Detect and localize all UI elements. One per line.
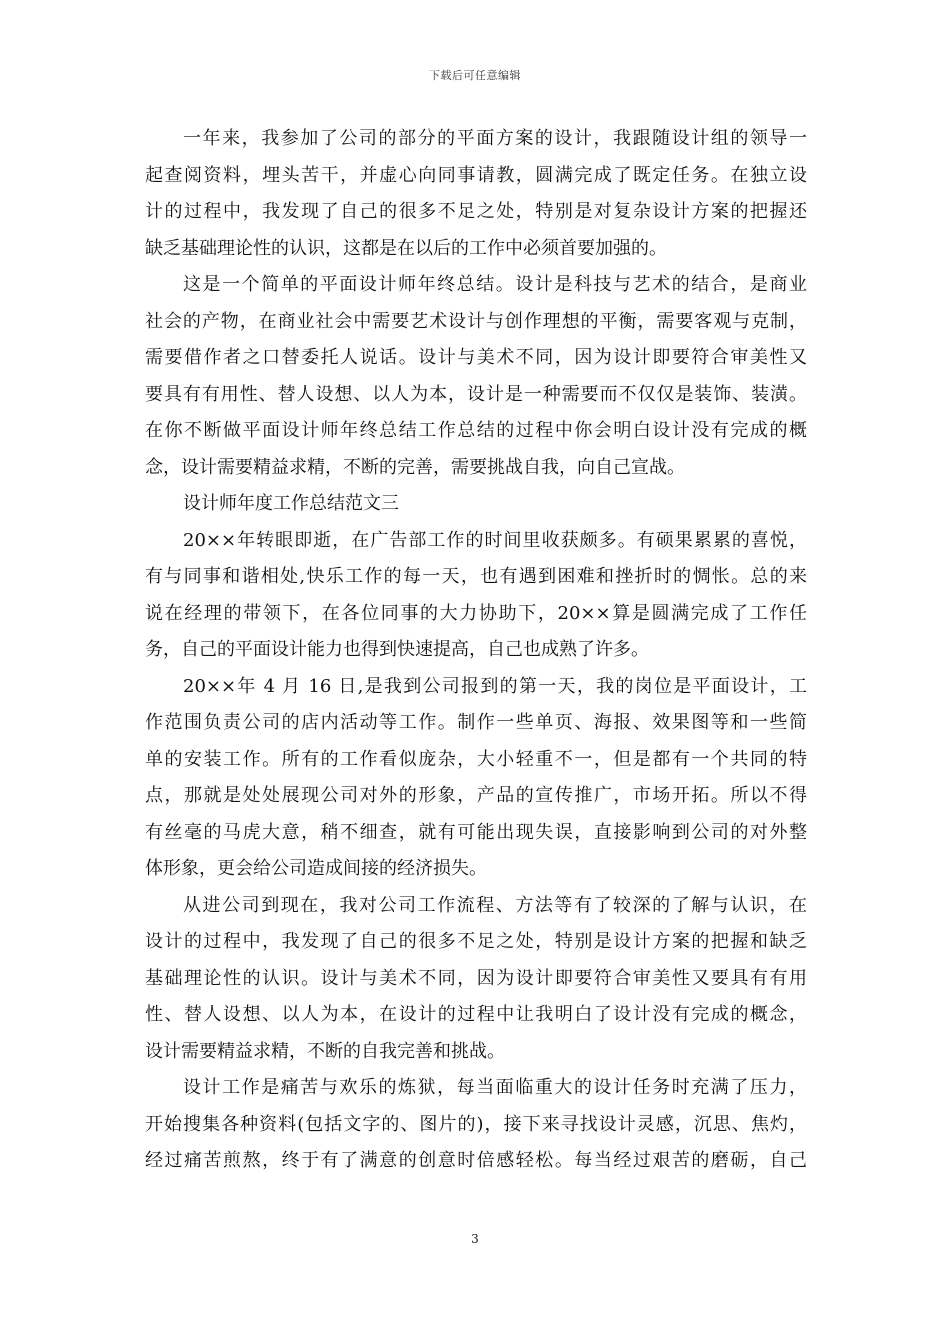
text-line: 设计需要精益求精，不断的自我完善和挑战。 — [145, 1040, 505, 1062]
text-line: 基础理论性的认识。设计与美术不同，因为设计即要符合审美性又要具有有用 — [145, 967, 807, 989]
text-line: 经过痛苦煎熬，终于有了满意的创意时倍感轻松。每当经过艰苦的磨砺，自己 — [145, 1150, 807, 1171]
section-heading: 设计师年度工作总结范文三 — [183, 493, 399, 514]
text-line: 点，那就是处处展现公司对外的形象，产品的宣传推广，市场开拓。所以不得 — [145, 785, 807, 806]
text-line: 要具有有用性、替人设想、以人为本，设计是一种需要而不仅仅是装饰、装潢。 — [145, 383, 807, 405]
text-line: 性、替人设想、以人为本，在设计的过程中让我明白了设计没有完成的概念， — [145, 1004, 807, 1025]
text-line: 开始搜集各种资料(包括文字的、图片的)，接下来寻找设计灵感，沉思、焦灼， — [145, 1113, 807, 1135]
text-line: 有丝毫的马虎大意，稍不细查，就有可能出现失误，直接影响到公司的对外整 — [145, 821, 807, 843]
document-body — [145, 121, 807, 1180]
text-line: 有与同事和谐相处,快乐工作的每一天，也有遇到困难和挫折时的惆怅。总的来 — [145, 566, 807, 587]
page-header: 下载后可任意编辑 — [429, 69, 521, 82]
text-line: 说在经理的带领下，在各位同事的大力协助下，20××算是圆满完成了工作任 — [145, 602, 807, 624]
text-line: 计的过程中，我发现了自己的很多不足之处，特别是对复杂设计方案的把握还 — [145, 201, 807, 222]
text-line: 社会的产物，在商业社会中需要艺术设计与创作理想的平衡，需要客观与克制， — [145, 310, 807, 332]
text-line: 20××年转眼即逝，在广告部工作的时间里收获颇多。有硕果累累的喜悦， — [183, 529, 807, 551]
text-line: 作范围负责公司的店内活动等工作。制作一些单页、海报、效果图等和一些简 — [145, 712, 807, 733]
text-line: 在你不断做平面设计师年终总结工作总结的过程中你会明白设计没有完成的概 — [145, 420, 807, 441]
text-line: 体形象，更会给公司造成间接的经济损失。 — [145, 858, 487, 879]
text-line: 设计工作是痛苦与欢乐的炼狱，每当面临重大的设计任务时充满了压力， — [183, 1077, 807, 1098]
text-line: 务，自己的平面设计能力也得到快速提高，自己也成熟了许多。 — [145, 639, 649, 660]
page-number: 3 — [471, 1232, 479, 1246]
text-line: 起查阅资料，埋头苦干，并虚心向同事请教，圆满完成了既定任务。在独立设 — [145, 164, 807, 186]
text-line: 20××年 4 月 16 日,是我到公司报到的第一天，我的岗位是平面设计，工 — [183, 675, 807, 697]
text-line: 缺乏基础理论性的认识，这都是在以后的工作中必须首要加强的。 — [145, 237, 667, 259]
text-line: 设计的过程中，我发现了自己的很多不足之处，特别是设计方案的把握和缺乏 — [145, 931, 807, 952]
text-line: 从进公司到现在，我对公司工作流程、方法等有了较深的了解与认识，在 — [183, 894, 807, 916]
text-line: 单的安装工作。所有的工作看似庞杂，大小轻重不一，但是都有一个共同的特 — [145, 748, 807, 770]
text-line: 需要借作者之口替委托人说话。设计与美术不同，因为设计即要符合审美性又 — [145, 347, 807, 368]
text-line: 念，设计需要精益求精，不断的完善，需要挑战自我，向自己宣战。 — [145, 456, 685, 478]
text-line: 这是一个简单的平面设计师年终总结。设计是科技与艺术的结合，是商业 — [183, 274, 807, 295]
text-line: 一年来，我参加了公司的部分的平面方案的设计，我跟随设计组的领导一 — [183, 128, 807, 149]
